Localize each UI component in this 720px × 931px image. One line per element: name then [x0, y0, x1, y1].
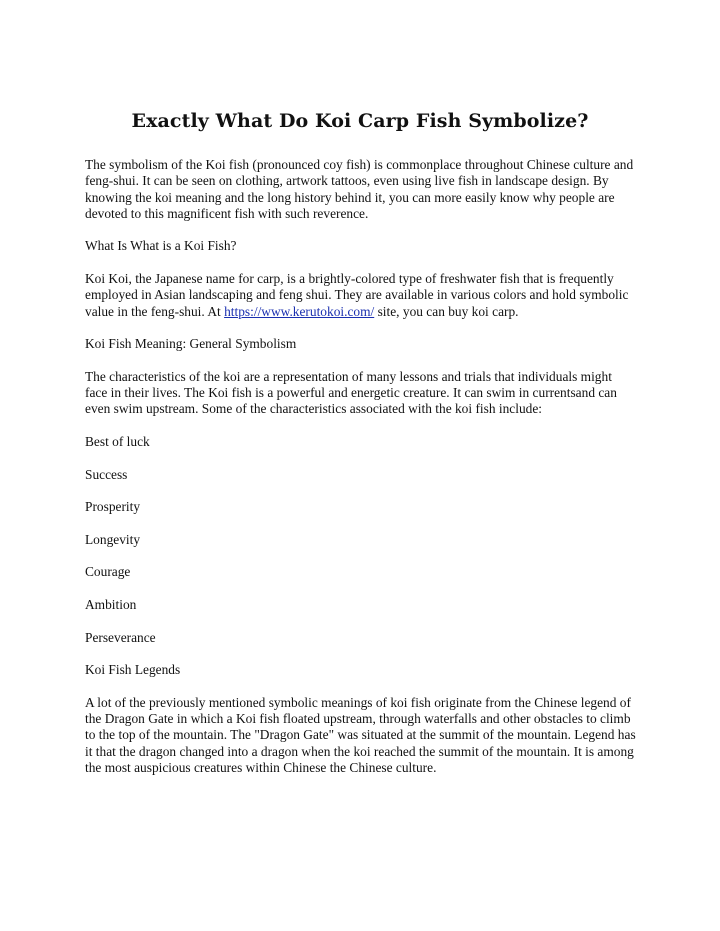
characteristic-item: Success: [85, 466, 128, 482]
section-heading-meaning: Koi Fish Meaning: General Symbolism: [85, 336, 297, 352]
characteristic-item: Prosperity: [85, 499, 141, 515]
section-heading-what-is: What Is What is a Koi Fish?: [85, 238, 237, 254]
section-heading-legends: Koi Fish Legends: [85, 662, 181, 678]
koi-paragraph-text-start: Koi Koi, the Japanese name for carp, is a brightly-colored type of freshwater fish that is frequently employed in Asian landscaping and feng shui. They are available in various colors and hold symbolic value in the feng-shui. At: [85, 271, 629, 319]
kerutokoi-link[interactable]: https://www.kerutokoi.com/: [224, 303, 375, 319]
characteristic-item: Longevity: [85, 531, 141, 547]
characteristics-paragraph: The characteristics of the koi are a representation of many lessons and trials that individuals might face in their lives. The Koi fish is a powerful and energetic creature. It can swim in currentsand can even swim upstream. Some of the characteristics associated with the koi fish include:: [85, 368, 617, 417]
characteristic-item: Courage: [85, 564, 131, 580]
characteristic-item: Ambition: [85, 597, 137, 613]
characteristic-item: Perseverance: [85, 629, 156, 645]
article-body: [85, 157, 637, 793]
characteristic-item: Best of luck: [85, 434, 150, 450]
koi-paragraph: [85, 271, 637, 320]
legends-paragraph: A lot of the previously mentioned symbolic meanings of koi fish originate from the Chinese legend of the Dragon Gate in which a Koi fish floated upstream, through waterfalls and other obstacles to climb to the top of the mountain. The "Dragon Gate" was situated at the summit of the mountain. Legend has it that the dragon changed into a dragon when the koi reached the summit of the mountain. It is among the most auspicious creatures within Chinese the Chinese culture.: [85, 694, 636, 775]
intro-paragraph: The symbolism of the Koi fish (pronounced coy fish) is commonplace throughout Chinese culture and feng-shui. It can be seen on clothing, artwork tattoos, even using live fish in landscape design. By knowing the koi meaning and the long history behind it, you can more easily know why people are devoted to this magnificent fish with such reverence.: [85, 157, 634, 221]
page-title: Exactly What Do Koi Carp Fish Symbolize?: [131, 110, 589, 132]
koi-paragraph-text-end: site, you can buy koi carp.: [374, 303, 519, 319]
